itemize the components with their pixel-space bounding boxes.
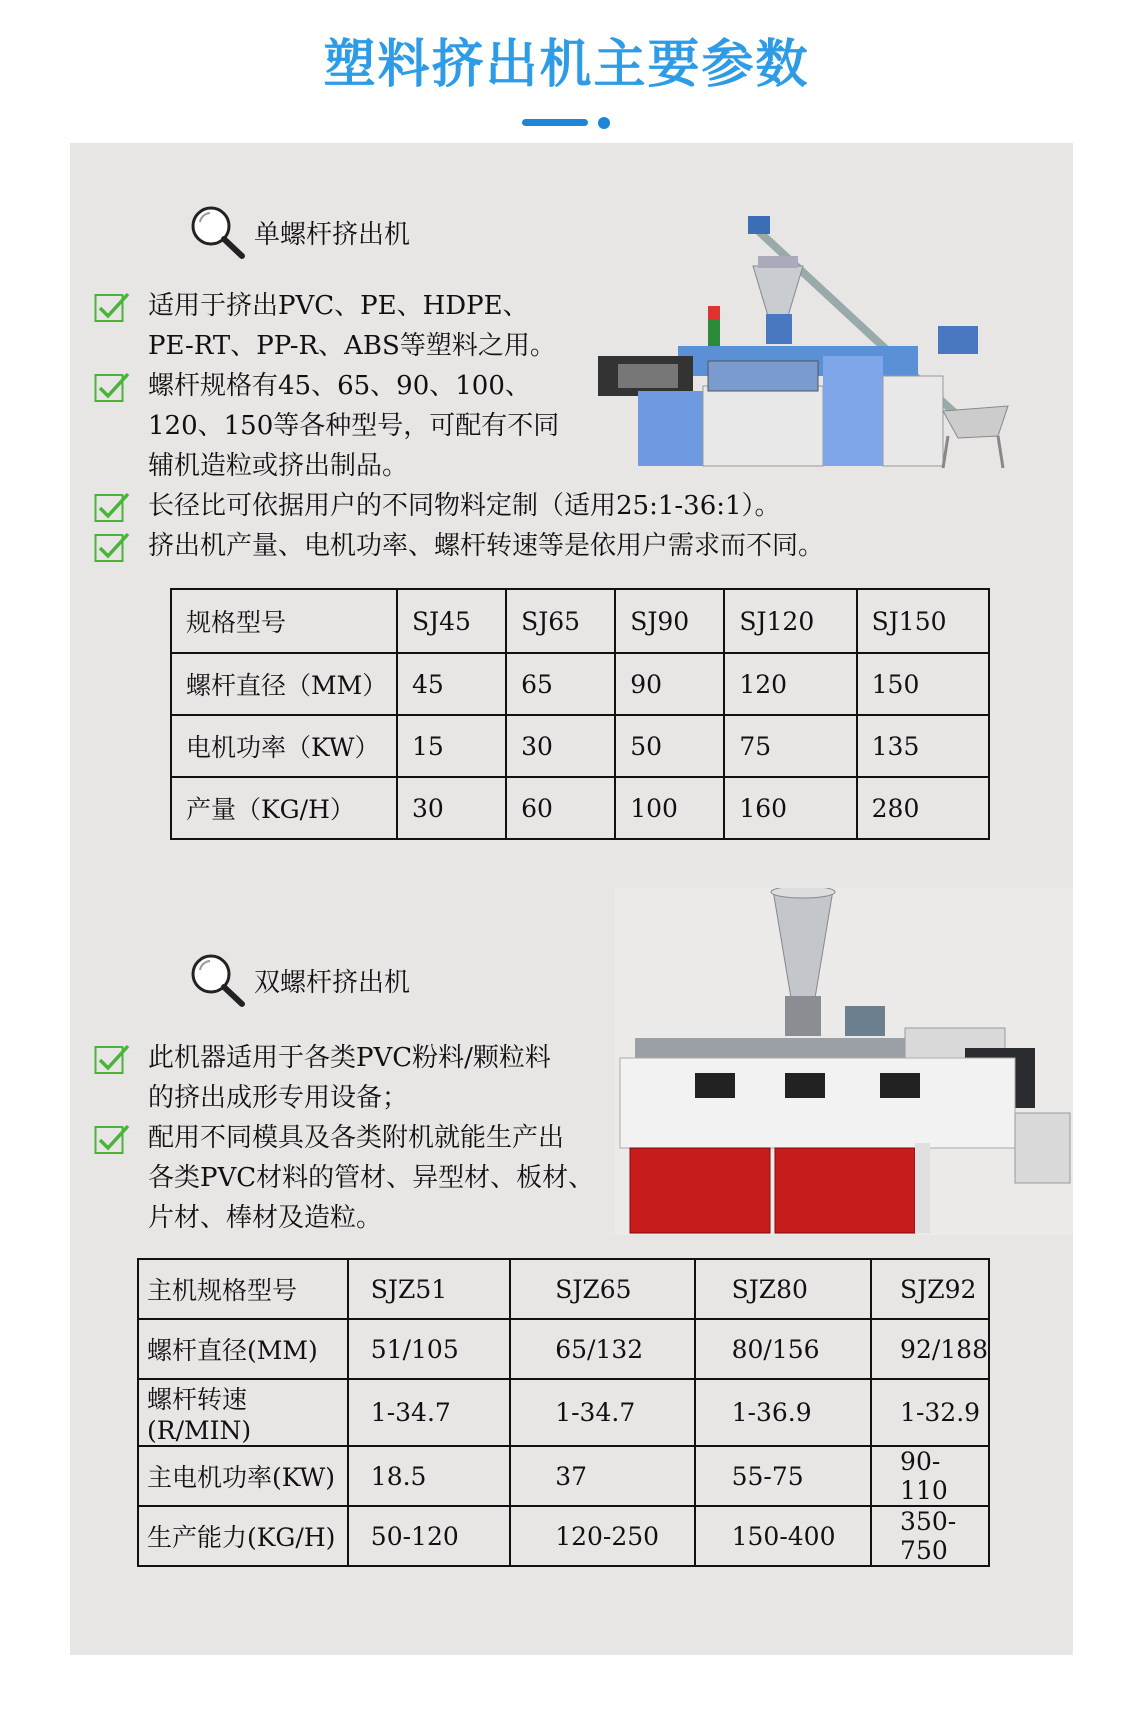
single-screw-spec-table: [170, 588, 990, 840]
bullet-text: 配用不同模具及各类附机就能生产出 各类PVC材料的管材、异型材、板材、 片材、棒材及造粒。: [148, 1123, 595, 1233]
table-cell: 75: [724, 715, 856, 777]
table-cell: 80/156: [695, 1319, 871, 1379]
table-header-row: [138, 1259, 989, 1319]
bullet-text: 螺杆规格有45、65、90、100、 120、150等各种型号，可配有不同 辅机造粒或挤出制品。: [148, 371, 560, 481]
table-row: [171, 653, 989, 715]
twin-screw-spec-table: [137, 1258, 990, 1567]
bullet-text: 挤出机产量、电机功率、螺杆转速等是依用户需求而不同。: [148, 531, 825, 561]
twin-screw-extruder-image: [615, 888, 1073, 1235]
table-cell: 1-36.9: [695, 1379, 871, 1446]
table-header-cell: SJ150: [857, 589, 989, 653]
table-cell: 100: [615, 777, 724, 839]
single-screw-heading-text: 单螺杆挤出机: [254, 219, 411, 250]
table-cell: 55-75: [695, 1446, 871, 1506]
table-cell: 150: [857, 653, 989, 715]
table-cell: 60: [506, 777, 615, 839]
twin-screw-heading-text: 双螺杆挤出机: [254, 967, 411, 998]
table-header-cell: SJ65: [506, 589, 615, 653]
check-icon: [94, 1123, 130, 1155]
table-header-cell: SJZ80: [695, 1259, 871, 1319]
table-cell: 螺杆直径（MM）: [171, 653, 397, 715]
magnifier-icon: [188, 952, 248, 1008]
bullet-item: [94, 486, 824, 526]
table-cell: 50-120: [348, 1506, 510, 1566]
table-cell: 30: [506, 715, 615, 777]
table-header-cell: 主机规格型号: [138, 1259, 348, 1319]
table-cell: 30: [397, 777, 506, 839]
table-cell: 1-34.7: [348, 1379, 510, 1446]
table-cell: 90: [615, 653, 724, 715]
table-cell: 65/132: [510, 1319, 694, 1379]
table-cell: 主电机功率(KW): [138, 1446, 348, 1506]
table-header-cell: SJZ51: [348, 1259, 510, 1319]
table-row: [138, 1319, 989, 1379]
table-cell: 螺杆直径(MM): [138, 1319, 348, 1379]
check-icon: [94, 531, 130, 563]
bullet-text: 长径比可依据用户的不同物料定制（适用25:1-36:1）。: [148, 491, 781, 521]
table-header-cell: SJZ92: [871, 1259, 989, 1319]
check-icon: [94, 491, 130, 523]
table-header-cell: 规格型号: [171, 589, 397, 653]
table-cell: 350-750: [871, 1506, 989, 1566]
twin-screw-bullets: [94, 1038, 594, 1238]
title-underline: [522, 119, 588, 126]
bullet-item: [94, 1038, 594, 1118]
table-row: [138, 1446, 989, 1506]
bullet-item: [94, 1118, 594, 1238]
table-cell: 135: [857, 715, 989, 777]
table-cell: 51/105: [348, 1319, 510, 1379]
table-cell: 电机功率（KW）: [171, 715, 397, 777]
table-cell: 螺杆转速(R/MIN): [138, 1379, 348, 1446]
title-underline-dot: [598, 117, 610, 129]
table-cell: 65: [506, 653, 615, 715]
magnifier-icon: [188, 204, 248, 260]
table-cell: 产量（KG/H）: [171, 777, 397, 839]
table-header-row: [171, 589, 989, 653]
table-cell: 50: [615, 715, 724, 777]
check-icon: [94, 291, 130, 323]
table-cell: 45: [397, 653, 506, 715]
table-header-cell: SJ45: [397, 589, 506, 653]
table-cell: 120-250: [510, 1506, 694, 1566]
check-icon: [94, 1043, 130, 1075]
table-cell: 160: [724, 777, 856, 839]
table-cell: 90-110: [871, 1446, 989, 1506]
table-cell: 1-34.7: [510, 1379, 694, 1446]
single-screw-heading: [188, 204, 410, 260]
table-row: [138, 1379, 989, 1446]
table-cell: 280: [857, 777, 989, 839]
bullet-text: 适用于挤出PVC、PE、HDPE、 PE-RT、PP-R、ABS等塑料之用。: [148, 291, 556, 361]
table-row: [171, 715, 989, 777]
page-title: 塑料挤出机主要参数: [323, 35, 810, 95]
table-cell: 120: [724, 653, 856, 715]
table-row: [138, 1506, 989, 1566]
table-cell: 150-400: [695, 1506, 871, 1566]
table-header-cell: SJ90: [615, 589, 724, 653]
table-cell: 1-32.9: [871, 1379, 989, 1446]
table-cell: 92/188: [871, 1319, 989, 1379]
table-cell: 18.5: [348, 1446, 510, 1506]
table-row: [171, 777, 989, 839]
bullet-item: [94, 526, 824, 566]
table-cell: 37: [510, 1446, 694, 1506]
table-header-cell: SJZ65: [510, 1259, 694, 1319]
bullet-text: 此机器适用于各类PVC粉料/颗粒料 的挤出成形专用设备；: [148, 1043, 551, 1113]
table-cell: 15: [397, 715, 506, 777]
single-screw-extruder-image: [598, 206, 1018, 476]
check-icon: [94, 371, 130, 403]
table-header-cell: SJ120: [724, 589, 856, 653]
twin-screw-heading: [188, 952, 410, 1008]
table-cell: 生产能力(KG/H): [138, 1506, 348, 1566]
